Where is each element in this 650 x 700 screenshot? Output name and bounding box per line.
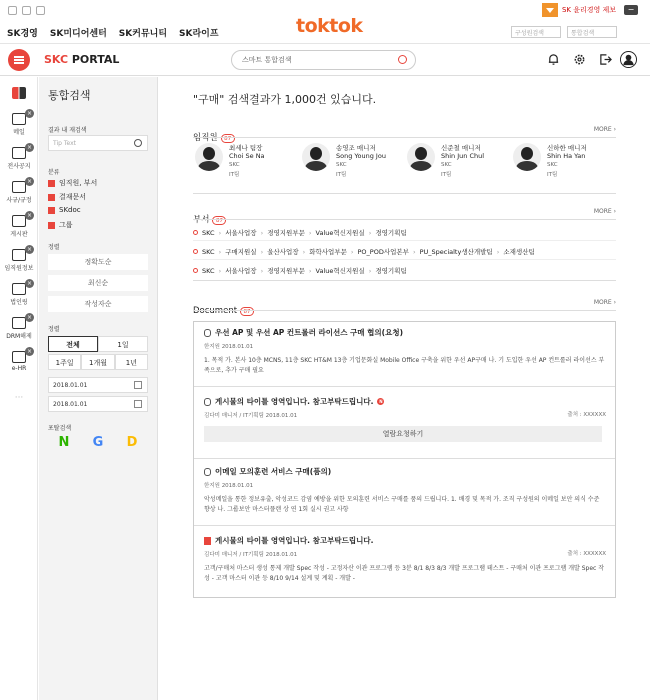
people-title: 임직원 — [193, 133, 218, 143]
quick-menu-sidebar — [0, 77, 38, 700]
doc-item-body: 악성메일을 통한 정보유출, 악성코드 감염 예방을 위한 모의훈련 서비스 구매를 품의 드립니다. 1. 배경 및 목적 가. 조직 구성원의 이메일 보안 의식 수준 향상 나. 그룹보안 마스터플랜 상 연 1회 실시 권고 사항 — [204, 496, 600, 513]
period-label: 정렬 — [48, 326, 60, 333]
list-item[interactable] — [204, 466, 606, 515]
sidebar-item-mail[interactable]: × 메일 — [13, 110, 33, 136]
nav-link-media-center[interactable]: SK미디어센터 — [49, 29, 107, 39]
dept-path[interactable]: SKC › 서울사업장 › 경영지원부문 › Value혁신지원실 › 경영기획팀 — [193, 266, 407, 275]
dept-count-badge: 87 — [212, 216, 226, 225]
search-placeholder: 스마트 통합검색 — [242, 56, 292, 64]
period-1day-button[interactable]: 1일 — [98, 336, 148, 352]
remove-icon[interactable]: × — [26, 348, 33, 355]
sort-label: 정렬 — [48, 244, 60, 251]
document-list — [193, 321, 616, 598]
menu-button[interactable] — [8, 49, 30, 71]
person-name-ko: 신준철 매니저 — [441, 144, 481, 152]
search-icon[interactable] — [134, 139, 142, 147]
person-company: SKC — [441, 162, 452, 168]
person-company: SKC — [336, 162, 347, 168]
attachment-icon — [204, 468, 211, 476]
megaphone-icon — [12, 147, 26, 159]
person-company: SKC — [547, 162, 558, 168]
within-search-label: 결과 내 재검색 — [48, 127, 87, 134]
person-name-en: Shin Jun Chul — [441, 152, 485, 160]
portal-header — [0, 44, 650, 76]
board-icon — [12, 215, 26, 227]
employee-search-input[interactable]: 구성원검색 — [511, 26, 561, 38]
person-name-en: Choi Se Na — [229, 152, 265, 160]
logout-icon[interactable] — [599, 53, 612, 66]
bookmark-icon[interactable] — [22, 6, 31, 15]
period-1month-button[interactable]: 1개월 — [81, 354, 114, 370]
checkbox-checked-icon — [48, 180, 55, 187]
doc-item-meta: 김다미 매니저 / IT기획팀 2018.01.01 — [204, 413, 298, 419]
avatar[interactable] — [620, 51, 637, 68]
checkbox-checked-icon — [48, 194, 55, 201]
doc-section-header — [193, 298, 616, 317]
sidebar-item-drm[interactable]: × DRM해제 — [6, 314, 33, 340]
remove-icon[interactable]: × — [26, 212, 33, 219]
period-1week-button[interactable]: 1주일 — [48, 354, 81, 370]
doc-more-link[interactable]: MORE › — [593, 299, 616, 306]
checkbox-checked-icon — [48, 222, 55, 229]
window-icon[interactable] — [36, 6, 45, 15]
nav-link-sk-management[interactable]: SK경영 — [7, 29, 38, 39]
dept-section-header — [193, 207, 616, 226]
date-from-field[interactable]: 2018.01.01 — [48, 377, 148, 393]
more-dots-icon[interactable]: ··· — [14, 393, 24, 403]
person-team: IT팀 — [336, 172, 347, 178]
period-all-button[interactable]: 전체 — [48, 336, 98, 352]
category-checkbox[interactable]: 임직원, 부서 — [48, 178, 97, 188]
date-to-field[interactable]: 2018.01.01 — [48, 396, 148, 412]
mail-icon — [12, 113, 26, 125]
doc-item-title[interactable]: 게시물의 타이틀 영역입니다. 참고부탁드립니다. — [215, 536, 374, 545]
checkbox-checked-icon — [48, 207, 55, 214]
sidebar-item-rules[interactable]: × 사규/규정 — [6, 178, 33, 204]
apps-icon[interactable] — [0, 87, 38, 101]
ethics-report-link[interactable] — [542, 2, 638, 18]
person-team: IT팀 — [547, 172, 558, 178]
doc-item-title[interactable]: 게시물의 타이틀 영역입니다. 참고부탁드립니다. — [215, 397, 374, 406]
doc-item-body: 1. 목적 가. 본사 10층 MCNS, 11층 SKC HT&M 13층 기업문화실 Mobile Office 구축을 위한 우선 AP구매 나. 기 도입한 우선 AP 컨트롤러 라이선스 부족으로, 추가 구매 필요 — [204, 357, 605, 374]
gear-icon[interactable] — [573, 53, 586, 66]
sidebar-item-notice[interactable]: × 전사공지 — [7, 144, 33, 170]
person-card[interactable] — [302, 143, 402, 185]
ethics-report-label: SK 윤리경영 제보 — [561, 6, 616, 14]
attachment-icon — [204, 398, 211, 406]
doc-item-title[interactable]: 우선 AP 및 우선 AP 컨트롤러 라이선스 구매 협의(요청) — [215, 328, 404, 337]
calendar-icon[interactable] — [134, 381, 142, 389]
nav-link-community[interactable]: SK커뮤니티 — [118, 29, 168, 39]
people-count-badge: 87 — [221, 134, 235, 143]
doc-item-meta: 한지원 2018.01.01 — [204, 483, 254, 489]
download-icon — [542, 3, 558, 17]
person-card-icon — [12, 249, 26, 261]
avatar — [195, 143, 223, 171]
google-icon[interactable]: G — [92, 435, 104, 450]
sidebar-item-ehr[interactable]: × e-HR — [11, 348, 33, 372]
avatar — [407, 143, 435, 171]
person-card[interactable] — [407, 143, 507, 185]
person-company: SKC — [229, 162, 240, 168]
doc-title: Document — [193, 306, 238, 316]
sidebar-item-board[interactable]: × 게시판 — [10, 212, 33, 238]
calendar-icon[interactable] — [134, 400, 142, 408]
request-view-button[interactable]: 열람요청하기 — [204, 426, 602, 442]
list-item[interactable] — [204, 535, 606, 584]
portal-search-label: 포탈검색 — [48, 425, 72, 432]
people-more-link[interactable]: MORE › — [593, 126, 616, 133]
doc-item-meta: 한지원 2018.01.01 — [204, 344, 254, 350]
dept-more-link[interactable]: MORE › — [593, 208, 616, 215]
drm-icon — [12, 317, 26, 329]
remove-icon[interactable]: × — [26, 178, 33, 185]
person-card[interactable] — [195, 143, 295, 185]
category-label: 분류 — [48, 169, 60, 176]
sidebar-item-employee[interactable]: × 임직원정보 — [4, 246, 34, 272]
period-segment — [48, 354, 148, 370]
person-name-en: Song Young Jou — [336, 152, 386, 160]
attachment-icon — [204, 329, 211, 337]
scale-icon — [12, 181, 26, 193]
doc-item-source: 출처 : XXXXXX — [567, 551, 606, 557]
category-checkbox[interactable]: 그룹 — [48, 220, 73, 230]
quick-search-input[interactable]: 통합검색 — [567, 26, 617, 38]
doc-item-meta: 김다미 매니저 / IT기획팀 2018.01.01 — [204, 552, 298, 558]
avatar — [302, 143, 330, 171]
remove-icon[interactable]: × — [26, 280, 33, 287]
smart-search-input[interactable] — [231, 50, 416, 70]
portal-logo[interactable]: SKC PORTAL — [44, 53, 120, 66]
person-team: IT팀 — [229, 172, 240, 178]
nav-link-life[interactable]: SK라이프 — [179, 29, 219, 39]
remove-icon[interactable]: × — [26, 246, 33, 253]
results-headline: "구매" 검색결과가 1,000건 있습니다. — [193, 93, 377, 106]
remove-icon[interactable]: × — [26, 110, 33, 117]
doc-item-source: 출처 : XXXXXX — [567, 412, 606, 418]
toktok-logo[interactable]: toktok — [296, 15, 363, 37]
person-name-ko: 송영조 매니저 — [336, 144, 376, 152]
remove-icon[interactable]: × — [26, 314, 33, 321]
sidebar-item-corp[interactable]: × 법인링 — [10, 280, 33, 306]
doc-item-title[interactable]: 이메일 모의훈련 서비스 구매(품의) — [215, 467, 332, 476]
doc-item-body: 고객/구매처 마스터 생성 통제 개발 Spec 작성 - 고정자산 이관 프로그램 등 3분 8/1 8/3 8/3 개발 프로그램 테스트 - 구매처 이관 프로그램 개발 Spec 작성 - 고객 마스터 이관 등 8/10 9/14 설계 및 계획 - 개발 - — [204, 565, 605, 582]
home-icon[interactable] — [8, 6, 17, 15]
naver-icon[interactable]: N — [58, 435, 70, 450]
person-team: IT팀 — [441, 172, 452, 178]
search-icon[interactable] — [398, 55, 407, 64]
within-search-input[interactable]: Tip Text — [48, 135, 148, 151]
list-item[interactable] — [204, 327, 606, 376]
doc-count-badge: 87 — [240, 307, 254, 316]
category-checkbox[interactable]: SKdoc — [48, 206, 81, 214]
new-badge: N — [379, 399, 383, 404]
sort-author-button[interactable]: 작성자순 — [48, 296, 148, 312]
filter-title: 통합검색 — [48, 89, 91, 102]
person-card[interactable] — [513, 143, 613, 185]
person-name-en: Shin Ha Yan — [547, 152, 586, 160]
search-filter-panel — [39, 77, 158, 700]
close-icon[interactable]: − — [624, 5, 638, 15]
category-checkbox[interactable]: 결재문서 — [48, 192, 86, 202]
dept-path[interactable]: SKC › 구매지원실 › 울산사업장 › 화학사업부문 › PO_POD사업본부 › PU_Specialty생산개발팀 › 소재생산팀 — [193, 247, 535, 256]
avatar — [513, 143, 541, 171]
sort-accuracy-button[interactable]: 정확도순 — [48, 254, 148, 270]
remove-icon[interactable]: × — [26, 144, 33, 151]
list-item[interactable] — [204, 396, 606, 419]
pdf-icon — [204, 537, 211, 545]
dept-path[interactable]: SKC › 서울사업장 › 경영지원부문 › Value혁신지원실 › 경영기획팀 — [193, 228, 407, 237]
period-1year-button[interactable]: 1년 — [115, 354, 148, 370]
person-name-ko: 최세나 팀장 — [229, 144, 263, 152]
person-name-ko: 신하한 매니저 — [547, 144, 587, 152]
bell-icon[interactable] — [547, 53, 560, 66]
people-section-header — [193, 125, 616, 144]
daum-icon[interactable]: D — [126, 435, 138, 450]
period-segment — [48, 336, 148, 352]
link-icon — [12, 283, 26, 295]
hr-icon — [12, 351, 26, 363]
sort-latest-button[interactable]: 최신순 — [48, 275, 148, 291]
dept-title: 부서 — [193, 215, 210, 225]
